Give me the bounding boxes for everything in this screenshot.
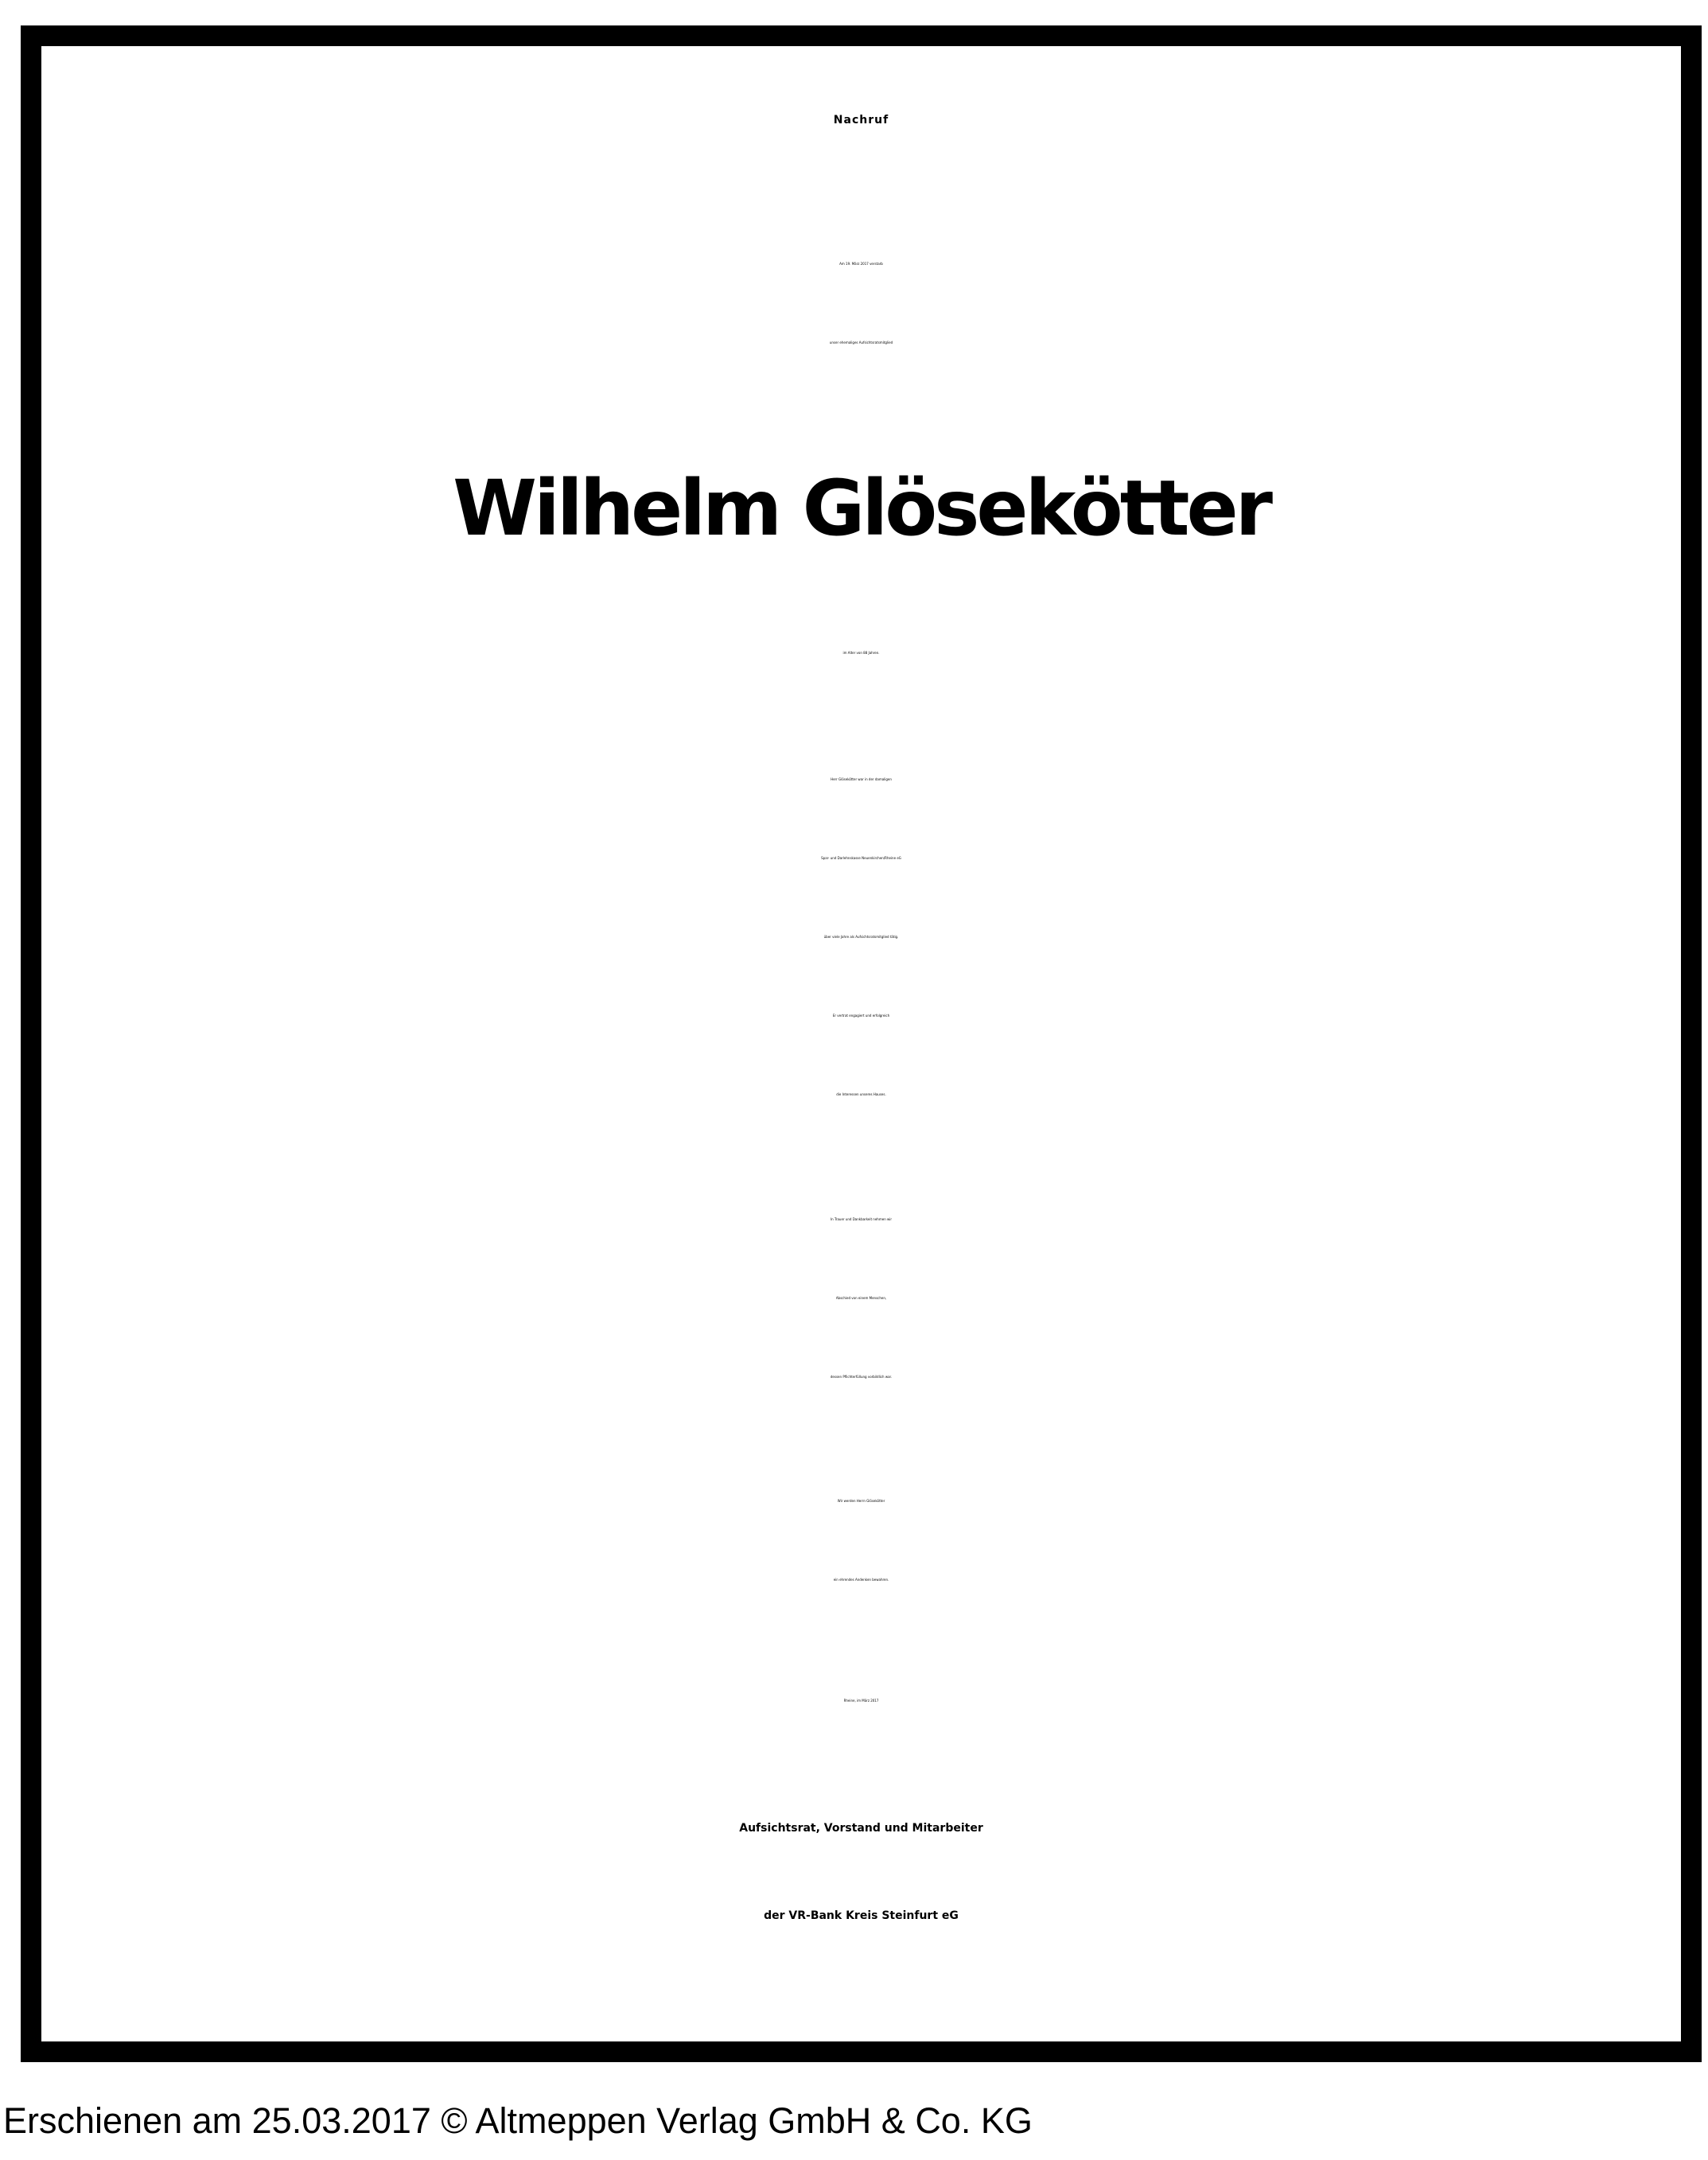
paragraph-line: Wir werden Herrn Glösekötter xyxy=(837,1499,885,1503)
paragraph-line: In Trauer und Dankbarkeit nehmen wir xyxy=(830,1217,893,1221)
paragraph-line: Herr Glösekötter war in der damaligen xyxy=(831,777,892,781)
paragraph-line: Abschied von einem Menschen, xyxy=(835,1296,887,1300)
intro-line: unser ehemaliges Aufsichtsratsmitglied xyxy=(829,341,893,344)
notice-heading: Nachruf xyxy=(833,114,889,126)
age-line: im Alter von 88 Jahren. xyxy=(842,651,880,655)
paragraph-line: Spar- und Darlehnskasse Neuenkirchen/Rheine eG xyxy=(821,856,901,860)
signature-line: Aufsichtsrat, Vorstand und Mitarbeiter xyxy=(739,1822,983,1835)
publication-footer: Erschienen am 25.03.2017 © Altmeppen Verlag GmbH & Co. KG xyxy=(3,2100,1033,2141)
paragraph-line: ein ehrendes Andenken bewahren. xyxy=(833,1578,889,1582)
paragraph-line: über viele Jahre als Aufsichtsratsmitglied tätig. xyxy=(823,935,899,939)
deceased-name: Wilhelm Glösekötter xyxy=(453,464,1270,553)
intro-line: Am 19. März 2017 verstarb xyxy=(839,262,883,266)
paragraph-line: die Interessen unseres Hauses. xyxy=(836,1092,886,1096)
obituary-frame xyxy=(21,25,1702,2062)
paragraph-line: dessen Pflichterfüllung vorbildlich war. xyxy=(830,1375,893,1379)
place-date: Rheine, im März 2017 xyxy=(843,1699,879,1703)
signature-line: der VR-Bank Kreis Steinfurt eG xyxy=(764,1909,959,1922)
paragraph-line: Er vertrat engagiert und erfolgreich xyxy=(832,1014,890,1018)
